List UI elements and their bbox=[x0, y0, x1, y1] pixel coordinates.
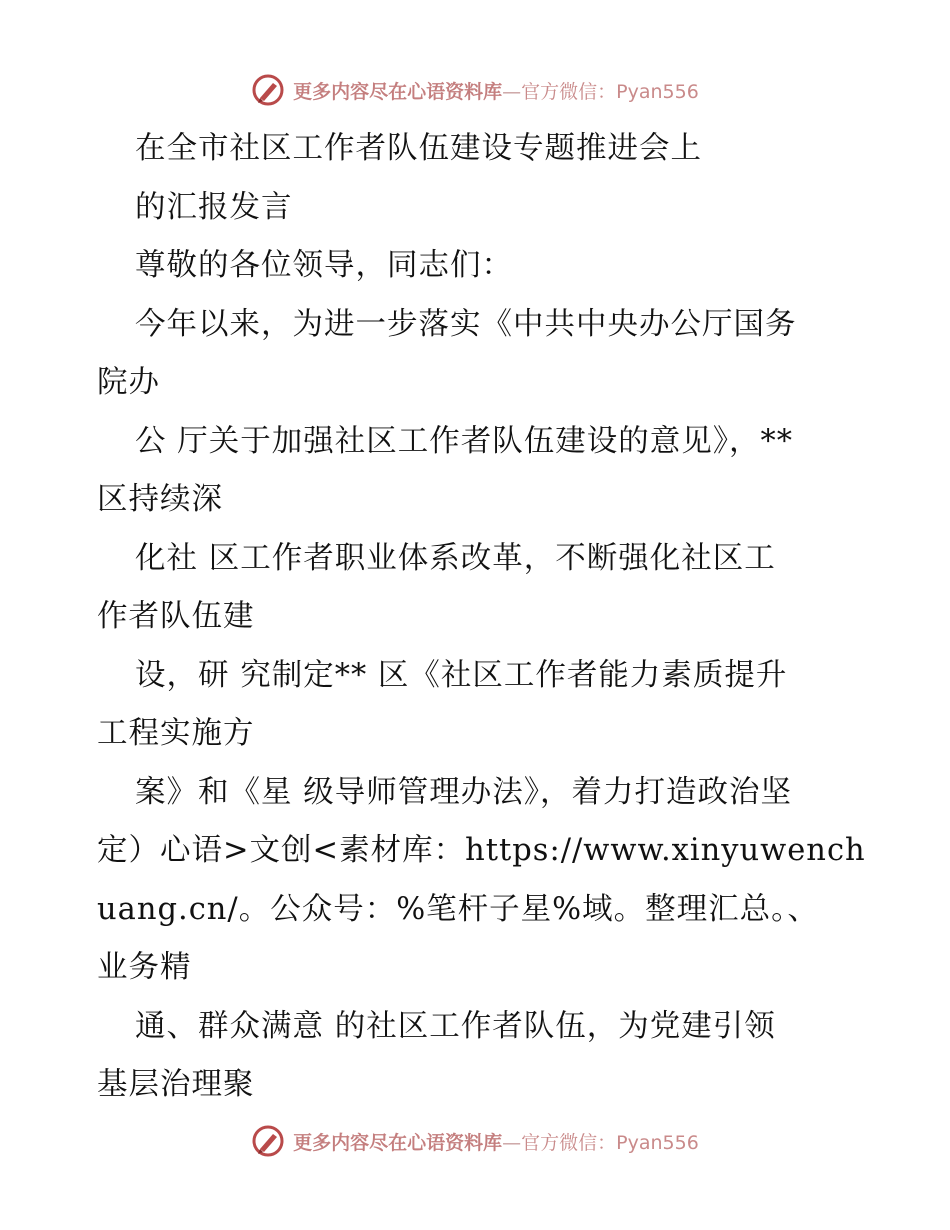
doc-line: 区持续深 bbox=[97, 482, 223, 517]
doc-line: 设，研 究制定** 区《社区工作者能力素质提升 bbox=[135, 657, 788, 693]
doc-line: 今年以来，为进一步落实《中共中央办公厅国务 bbox=[135, 306, 797, 342]
watermark-main: 更多内容尽在心语资料库 bbox=[293, 80, 503, 103]
watermark-contact: 官方微信：Pyan556 bbox=[521, 1131, 699, 1154]
doc-line: 院办 bbox=[97, 365, 160, 400]
watermark-main: 更多内容尽在心语资料库 bbox=[293, 1131, 503, 1154]
watermark-text bbox=[293, 1128, 699, 1155]
watermark-separator: — bbox=[502, 80, 522, 103]
doc-line: 在全市社区工作者队伍建设专题推进会上 bbox=[135, 131, 702, 166]
watermark-contact: 官方微信：Pyan556 bbox=[521, 80, 699, 103]
doc-line: 尊敬的各位领导，同志们： bbox=[135, 248, 513, 283]
watermark-separator: — bbox=[502, 1131, 522, 1154]
pen-logo-icon bbox=[251, 1124, 285, 1158]
watermark-text bbox=[293, 77, 699, 104]
doc-line: 基层治理聚 bbox=[97, 1067, 255, 1102]
doc-line: 定）心语>文创<素材库：https://www.xinyuwench bbox=[97, 833, 866, 868]
doc-line: 的汇报发言 bbox=[135, 189, 293, 225]
pen-logo-icon bbox=[251, 73, 285, 107]
doc-line: 业务精 bbox=[97, 950, 192, 985]
document-body bbox=[97, 120, 866, 1115]
doc-line: uang.cn/。公众号：%笔杆子星%域。整理汇总。、 bbox=[97, 891, 819, 927]
doc-line: 工程实施方 bbox=[97, 716, 255, 751]
doc-line: 化社 区工作者职业体系改革，不断强化社区工 bbox=[135, 540, 776, 576]
footer-watermark bbox=[0, 1121, 950, 1161]
header-watermark bbox=[0, 70, 950, 110]
doc-line: 作者队伍建 bbox=[97, 599, 255, 634]
doc-line: 公 厅关于加强社区工作者队伍建设的意见》，** bbox=[135, 423, 793, 459]
doc-line: 通、群众满意 的社区工作者队伍，为党建引领 bbox=[135, 1008, 776, 1044]
doc-line: 案》和《星 级导师管理办法》，着力打造政治坚 bbox=[135, 774, 792, 810]
